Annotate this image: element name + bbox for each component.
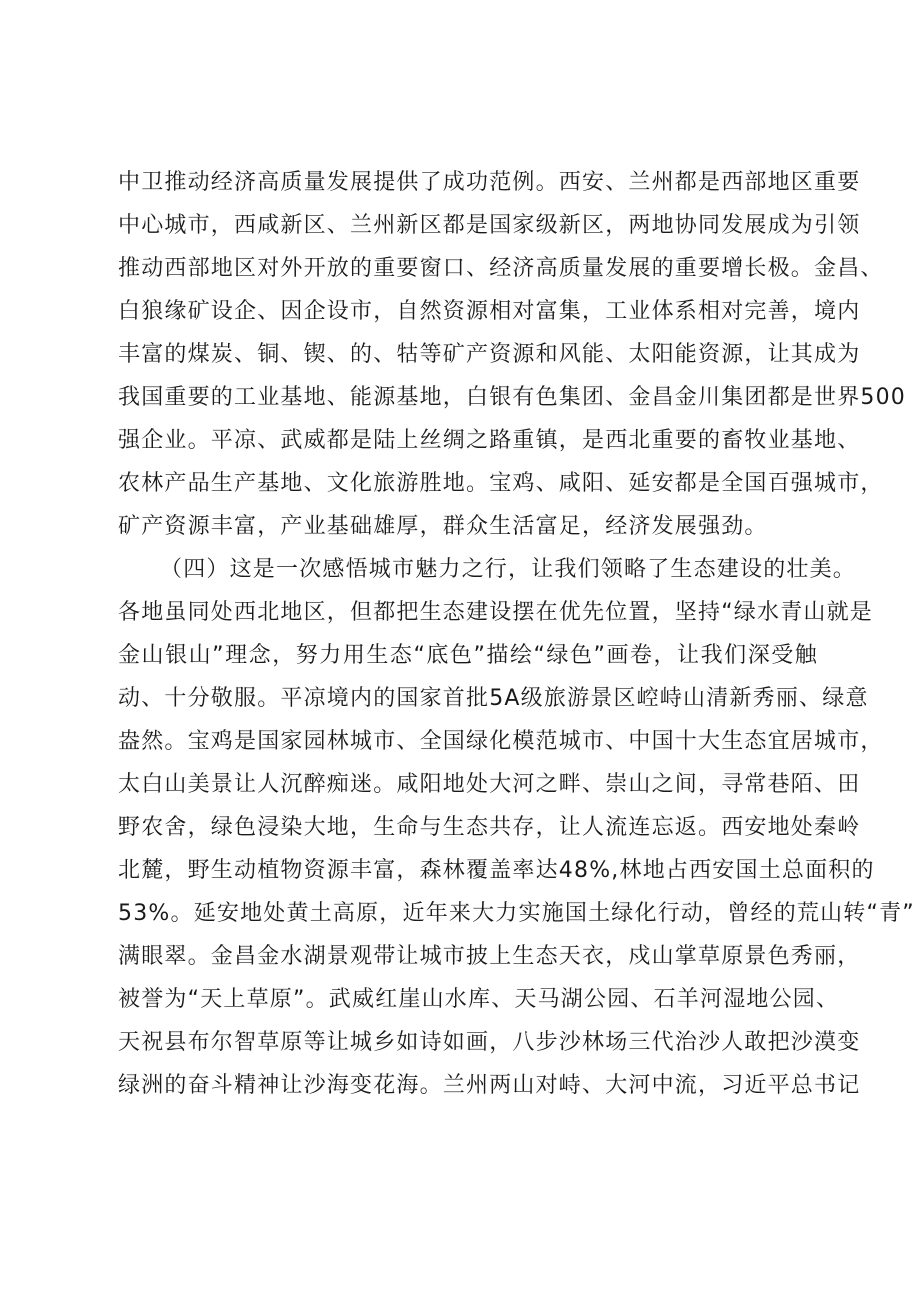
text-line: 中卫推动经济高质量发展提供了成功范例。西安、兰州都是西部地区重要 — [118, 170, 861, 195]
text-line: 强企业。平凉、武威都是陆上丝绸之路重镇，是西北重要的畜牧业基地、 — [118, 428, 861, 453]
text-line: 野农舍，绿色浸染大地，生命与生态共存，让人流连忘返。西安地处秦岭 — [118, 815, 861, 840]
text-line: 白狼缘矿设企、因企设市，自然资源相对富集，工业体系相对完善，境内 — [118, 299, 861, 324]
text-line: 中心城市，西咸新区、兰州新区都是国家级新区，两地协同发展成为引领 — [118, 213, 861, 238]
text-line: 绿洲的奋斗精神让沙海变花海。兰州两山对峙、大河中流，习近平总书记 — [118, 1073, 861, 1098]
text-line: 天祝县布尔智草原等让城乡如诗如画，八步沙林场三代治沙人敢把沙漠变 — [118, 1030, 861, 1055]
text-line: 太白山美景让人沉醉痴迷。咸阳地处大河之畔、崇山之间，寻常巷陌、田 — [118, 772, 861, 797]
section-heading-line: （四）这是一次感悟城市魅力之行，让我们领略了生态建设的壮美。 — [160, 557, 857, 582]
text-line: 被誉为“天上草原”。武威红崖山水库、天马湖公园、石羊河湿地公园、 — [118, 987, 840, 1012]
text-line: 矿产资源丰富，产业基础雄厚，群众生活富足，经济发展强劲。 — [118, 514, 768, 539]
text-line: 丰富的煤炭、铜、锲、的、牯等矿产资源和风能、太阳能资源，让其成为 — [118, 342, 861, 367]
text-line: 我国重要的工业基地、能源基地，白银有色集团、金昌金川集团都是世界500 — [118, 385, 906, 410]
text-line: 推动西部地区对外开放的重要窗口、经济高质量发展的重要增长极。金昌、 — [118, 256, 884, 281]
text-line: 53%。延安地处黄土高原，近年来大力实施国土绿化行动，曾经的荒山转“青” — [118, 901, 915, 926]
text-line: 农林产品生产基地、文化旅游胜地。宝鸡、咸阳、延安都是全国百强城市， — [118, 471, 884, 496]
text-line: 满眼翠。金昌金水湖景观带让城市披上生态天衣，戍山掌草原景色秀丽， — [118, 944, 861, 969]
text-line: 金山银山”理念，努力用生态“底色”描绘“绿色”画卷，让我们深受触 — [118, 643, 818, 668]
text-line: 动、十分敬服。平凉境内的国家首批5A级旅游景区崆峙山清新秀丽、绿意 — [118, 686, 869, 711]
text-line: 北麓，野生动植物资源丰富，森林覆盖率达48%,林地占西安国土总面积的 — [118, 858, 875, 883]
text-line: 各地虽同处西北地区，但都把生态建设摆在优先位置，坚持“绿水青山就是 — [118, 600, 873, 625]
text-line: 盎然。宝鸡是国家园林城市、全国绿化模范城市、中国十大生态宜居城市， — [118, 729, 884, 754]
